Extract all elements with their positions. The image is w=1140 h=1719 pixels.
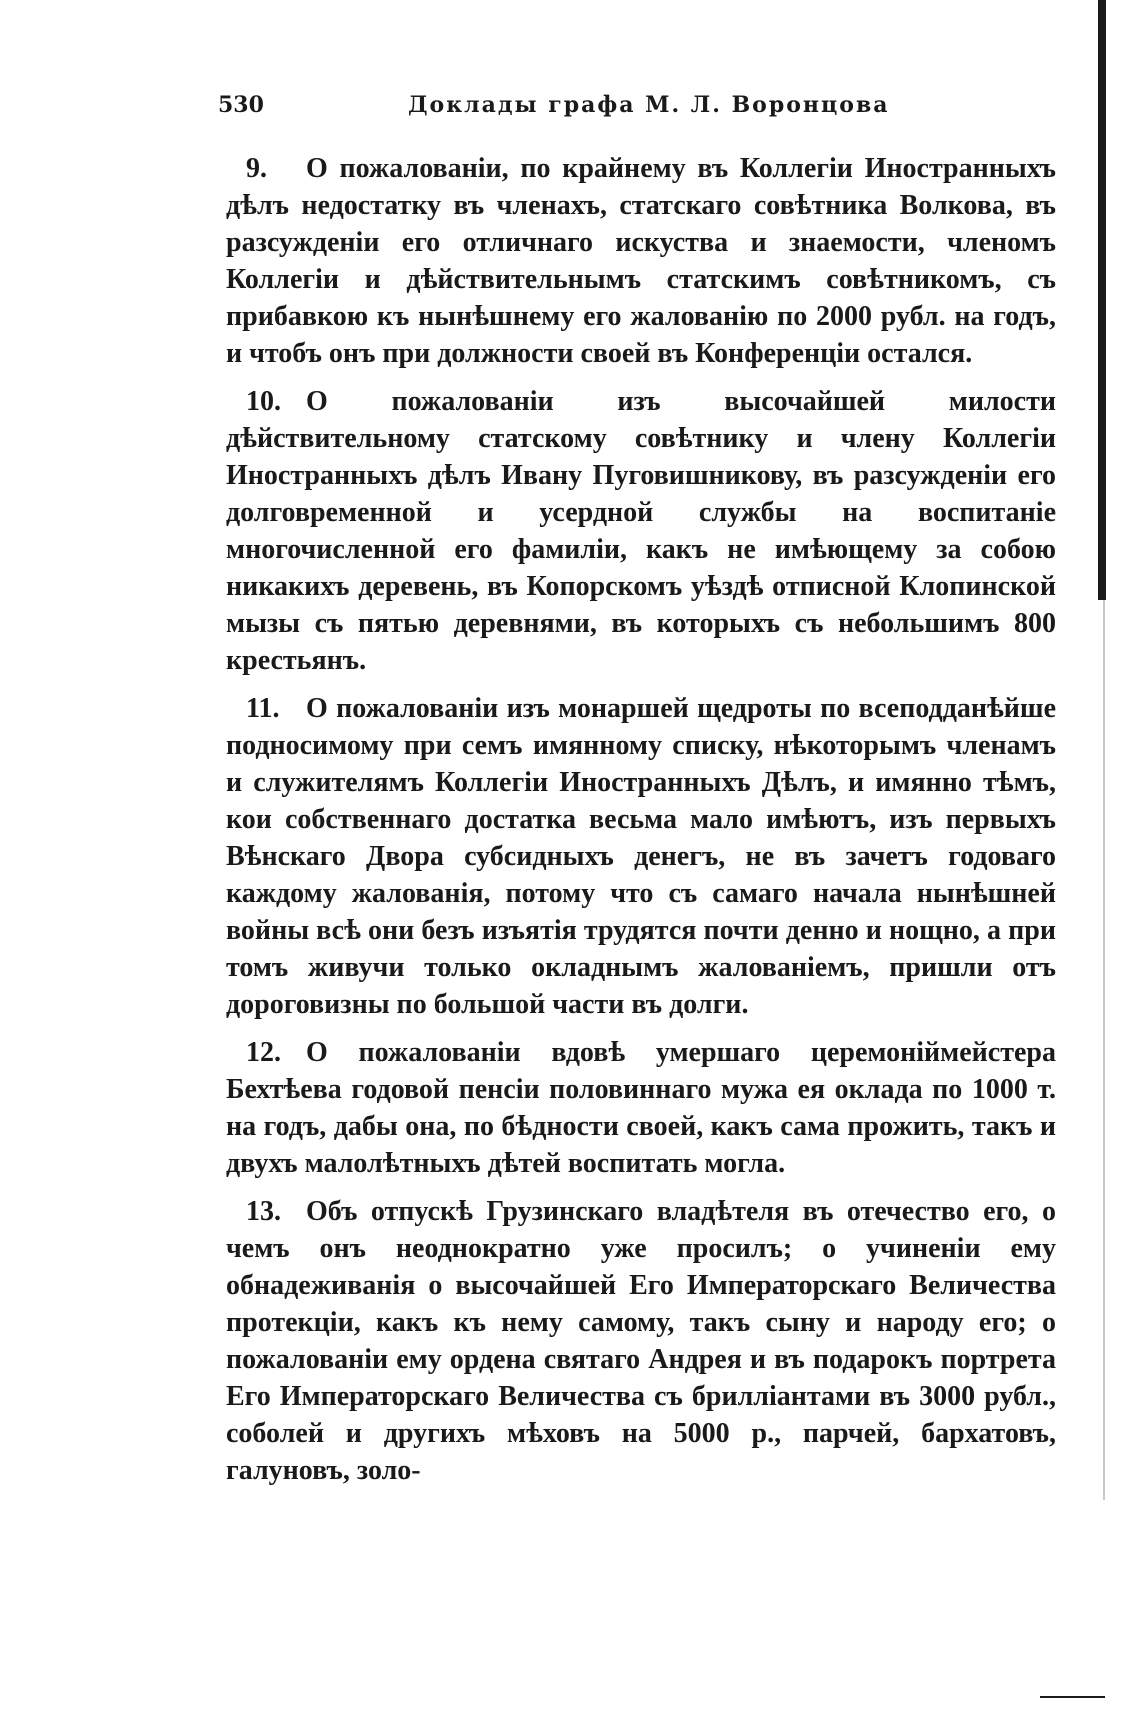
- paragraph-text: О пожалованіи изъ монаршей щедроты по всеподданѣйше подносимому при семъ имянному списку, нѣкоторымъ членамъ и служителямъ Коллегіи Иностранныхъ Дѣлъ, и имянно тѣмъ, кои собственнаго достатка весьма мало имѣютъ, изъ первыхъ Вѣнскаго Двора субсидныхъ денегъ, не въ зачетъ годоваго каждому жалованія, потому что съ самаго начала нынѣшней войны всѣ они безъ изъятія трудятся почти денно и нощно, а при томъ живучи только окладнымъ жалованіемъ, пришли отъ дороговизны по большой части въ долги.: [226, 693, 1056, 1020]
- body-text: [226, 150, 1056, 1500]
- paragraph-number: 10.: [246, 386, 281, 417]
- paragraph-number: 13.: [246, 1196, 281, 1227]
- paragraph-text: О пожалованіи, по крайнему въ Коллегіи Иностранныхъ дѣлъ недостатку въ членахъ, статскаго совѣтника Волкова, въ разсужденіи его отличнаго искуства и знаемости, членомъ Коллегіи и дѣйствительнымъ статскимъ совѣтникомъ, съ прибавкою къ нынѣшнему его жалованію по 2000 рубл. на годъ, и чтобъ онъ при должности своей въ Конференціи остался.: [226, 153, 1056, 369]
- paragraph-9: [226, 150, 1056, 372]
- paragraph-number: 9.: [246, 153, 267, 184]
- paragraph-number: 12.: [246, 1037, 281, 1068]
- page-edge-line: [1103, 600, 1105, 1500]
- page-edge-shadow: [1098, 0, 1106, 600]
- page-number: 530: [218, 92, 264, 118]
- paragraph-13: [226, 1193, 1056, 1489]
- paragraph-12: [226, 1034, 1056, 1182]
- paragraph-number: 11.: [246, 693, 280, 724]
- bottom-edge-mark: [1040, 1696, 1105, 1698]
- paragraph-10: [226, 383, 1056, 679]
- paragraph-text: Объ отпускѣ Грузинскаго владѣтеля въ отечество его, о чемъ онъ неоднократно уже просилъ; о учиненіи ему обнадеживанія о высочайшей Его Императорскаго Величества протекціи, какъ къ нему самому, такъ сыну и народу его; о пожалованіи ему ордена святаго Андрея и въ подарокъ портрета Его Императорскаго Величества съ бриллiантами въ 3000 рубл., соболей и другихъ мѣховъ на 5000 р., парчей, бархатовъ, галуновъ, золо-: [226, 1196, 1056, 1486]
- paragraph-11: [226, 690, 1056, 1023]
- running-header: [218, 92, 1068, 122]
- paragraph-text: О пожалованіи изъ высочайшей милости дѣйствительному статскому совѣтнику и члену Коллегіи Иностранныхъ дѣлъ Ивану Пуговишникову, въ разсужденіи его долговременной и усердной службы на воспитаніе многочисленной его фамиліи, какъ не имѣющему за собою никакихъ деревень, въ Копорскомъ уѣздѣ отписной Клопинской мызы съ пятью деревнями, въ которыхъ съ небольшимъ 800 крестьянъ.: [226, 386, 1056, 676]
- running-title: Доклады графа М. Л. Воронцова: [408, 92, 890, 118]
- paragraph-text: О пожалованіи вдовѣ умершаго церемоніймейстера Бехтѣева годовой пенсіи половиннаго мужа ея оклада по 1000 т. на годъ, дабы она, по бѣдности своей, какъ сама прожить, такъ и двухъ малолѣтныхъ дѣтей воспитать могла.: [226, 1037, 1056, 1179]
